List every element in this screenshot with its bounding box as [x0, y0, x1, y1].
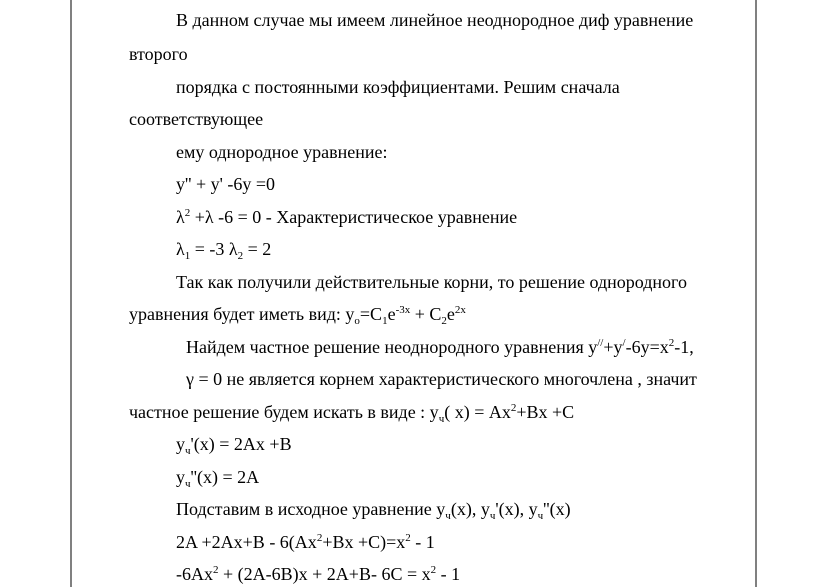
paragraph-line-2: второго: [129, 44, 188, 64]
characteristic-equation: $\lambda^2 +\lambda$ -6 = 0 - Характеристическое уравнение: [176, 207, 518, 227]
particular-solution-line: Найдем частное решение неоднородного уравнения $y^{//}+y^/-6y=x^2-1$,: [186, 337, 694, 357]
homogeneous-equation: y'' + y' -6y =0: [176, 174, 276, 194]
substitute-line: Подставим в исходное уравнение $y_ч(x)$, $y_ч'(x)$, $y_ч''(x)$: [176, 499, 571, 522]
expanded-equation: $-6Ax^2 + (2A-6B)x + 2A+B-$ $6C = x^2 - 1$: [176, 564, 461, 584]
paragraph-line-3: порядка с постоянными коэффициентами. Решим сначала: [176, 77, 620, 97]
trial-solution-line: частное решение будем искать в виде : $y_ч$( $x) = Ax^2+Bx +C$: [129, 402, 575, 425]
paragraph-line-4: соответствующее: [129, 109, 264, 129]
first-derivative-line: $y_ч'(x) = 2Ax +B$: [176, 434, 292, 457]
substituted-equation: $2A +2Ax+B - 6(Ax^2+Bx +C)=x^2 - 1$: [176, 532, 435, 552]
roots-line: $\lambda_1 = -3$ $\lambda_2 = 2$: [176, 239, 272, 262]
page-border-left: [70, 0, 72, 587]
page-border-right: [755, 0, 757, 587]
gamma-line: γ = 0 не является корнем характеристического многочлена , значит: [186, 369, 697, 389]
general-solution-line: уравнения будет иметь вид: $y_o=C_1e^{-3x} + C_2e^{2x}$: [129, 304, 466, 327]
paragraph-line-5: ему однородное уравнение:: [176, 142, 388, 162]
paragraph-line-6: Так как получили действительные корни, то решение однородного: [176, 272, 687, 292]
paragraph-line-1: В данном случае мы имеем линейное неоднородное диф уравнение: [176, 10, 694, 30]
second-derivative-line: $y_ч''(x) = 2A$: [176, 467, 260, 490]
